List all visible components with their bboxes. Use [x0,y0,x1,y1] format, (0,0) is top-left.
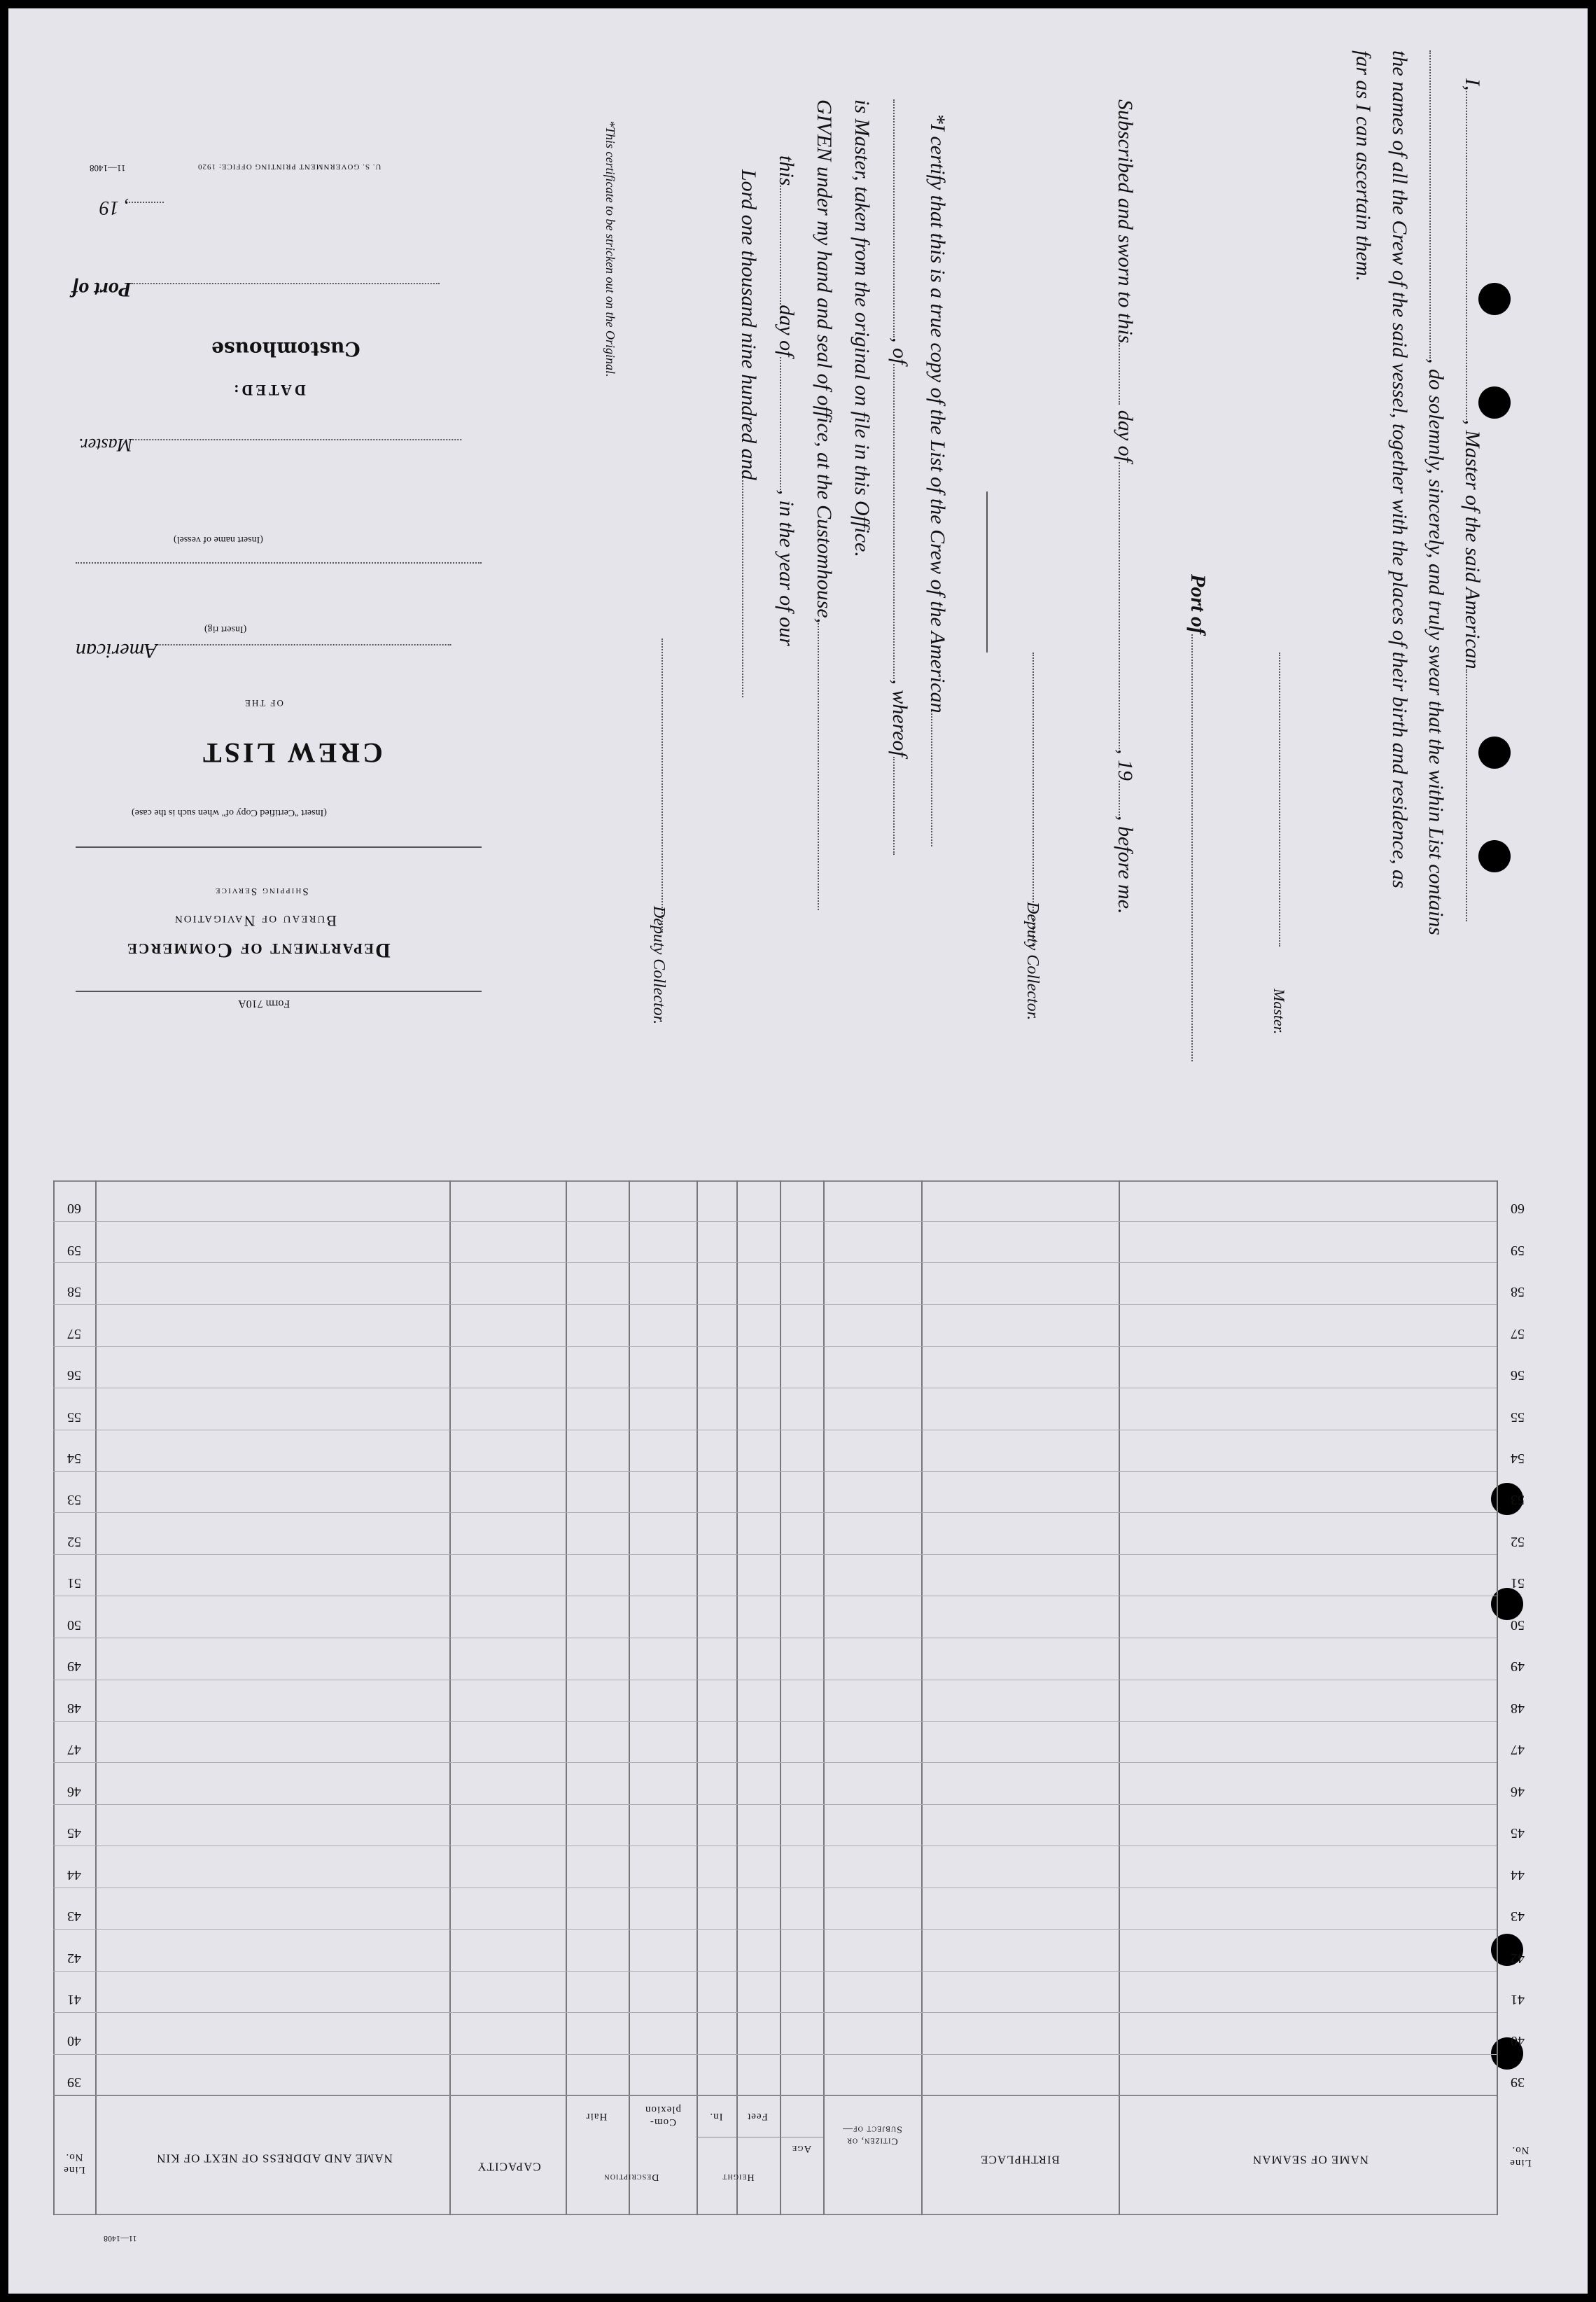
col-line [629,1180,630,2215]
line-number-right: 42 [1511,1951,1525,1966]
punch-hole [1491,1588,1523,1620]
oath-line-3: the names of all the Crew of the said vessel, together with the places of their birth and residence, as [1388,50,1411,888]
line-number-right: 40 [1511,2033,1525,2049]
line-number-left: 54 [67,1451,81,1466]
line-number-left: 56 [67,1367,81,1383]
form-code: 11—1408 [90,163,126,174]
line-number-left: 55 [67,1409,81,1425]
header-inches: In. [709,2111,723,2122]
subscribed-line: Subscribed and sworn to this day of, 19, before me. [1114,99,1137,914]
line-number-right: 50 [1511,1617,1525,1633]
line-number-right: 51 [1511,1575,1525,1591]
header-feet: Feet [747,2111,768,2122]
table-form-code: 11—1408 [104,2234,137,2244]
row-rule [53,2012,1497,2013]
line-number-right: 47 [1511,1742,1525,1757]
line-number-right: 57 [1511,1326,1525,1341]
cover-port-of: Port of [71,277,440,301]
line-number-right: 48 [1511,1701,1525,1716]
line-number-left: 44 [67,1867,81,1883]
header-name-of-seaman: NAME OF SEAMAN [1252,2153,1369,2167]
row-rule [53,1554,1497,1555]
line-number-right: 46 [1511,1784,1525,1799]
header-complexion: Com- plexion [645,2104,681,2128]
header-line-no-left: Line No. [63,2151,85,2175]
col-line [780,1180,781,2215]
oath-line-2: , do solemnly, sincerely, and truly swear that the within List contains [1424,50,1448,935]
line-number-left: 57 [67,1326,81,1341]
department-of-commerce: Department of Commerce [126,939,391,962]
col-line [566,1180,567,2215]
line-number-left: 43 [67,1909,81,1924]
deputy-collector-1: Deputy Collector. [1023,902,1042,1021]
header-next-of-kin: NAME AND ADDRESS OF NEXT OF KIN [156,2151,393,2165]
oath-line-4: far as I can ascertain them. [1352,50,1375,281]
line-number-right: 54 [1511,1451,1525,1466]
certify-line-4: GIVEN under my hand and seal of office, at the Customhouse, [812,99,836,910]
row-rule [53,1221,1497,1222]
certified-copy-line [76,843,482,856]
row-rule [53,1804,1497,1805]
line-number-right: 53 [1511,1492,1525,1507]
certify-line-1: *I certify that this is a true copy of the List of the Crew of the American [925,113,949,846]
header-description: Description [603,2171,659,2182]
line-number-left: 47 [67,1742,81,1757]
certify-line-5: thisday of, in the year of our [775,155,798,646]
certificate-footnote: *This certificate to be stricken out on the Original. [603,120,617,377]
header-age: Age [791,2143,812,2154]
row-rule [53,2095,1497,2096]
line-number-right: 55 [1511,1409,1525,1425]
row-rule [53,1471,1497,1472]
crew-list-title: CREW LIST [200,737,383,769]
table-top-edge [53,1180,1497,1182]
certify-line-6: Lord one thousand nine hundred and [736,169,760,697]
col-line [823,1180,825,2215]
header-citizen: Citizen, or Subject of— [842,2123,902,2147]
cover-master: Master. [78,434,461,455]
deputy-collector-2: Deputy Collector. [650,906,668,1025]
master-signature-line [1275,653,1288,947]
master-label: Master. [1270,989,1288,1035]
line-number-right: 44 [1511,1867,1525,1883]
cover-date: , 19 [99,196,164,218]
document-sheet [8,8,1588,2294]
cover-dated: DATED: [231,382,306,399]
line-number-left: 49 [67,1659,81,1674]
line-number-left: 48 [67,1701,81,1716]
row-rule [53,2054,1497,2055]
line-number-right: 56 [1511,1367,1525,1383]
col-line [736,1180,738,2215]
row-rule [53,1512,1497,1513]
col-line [696,1180,698,2215]
line-number-left: 51 [67,1575,81,1591]
insert-certified-copy: (Insert "Certified Copy of" when such is the case) [132,807,327,818]
line-number-right: 52 [1511,1534,1525,1549]
line-number-left: 53 [67,1492,81,1507]
col-line [53,1180,55,2215]
row-rule [53,1304,1497,1305]
printing-office-imprint: U. S. GOVERNMENT PRINTING OFFICE: 1920 [197,162,382,171]
deputy-collector-2-line [658,639,671,933]
row-rule [53,1762,1497,1763]
line-number-left: 45 [67,1825,81,1841]
row-rule [53,1262,1497,1263]
vessel-name-line [76,559,482,571]
row-rule [53,1971,1497,1972]
line-number-right: 59 [1511,1243,1525,1258]
line-number-left: 59 [67,1243,81,1258]
line-number-left: 46 [67,1784,81,1799]
header-capacity: CAPACITY [477,2160,541,2174]
col-line [921,1180,923,2215]
line-number-right: 43 [1511,1909,1525,1924]
col-line [1119,1180,1120,2215]
header-hair: Hair [585,2111,608,2122]
insert-vessel-name: (Insert name of vessel) [174,534,263,545]
cover-american: American [76,639,451,662]
oath-line-1: I,, Master of the said American [1460,78,1484,921]
shipping-service: Shipping Service [214,886,309,897]
form-number: Form 710A [238,998,290,1010]
line-number-right: 60 [1511,1201,1525,1216]
insert-rig: (Insert rig) [204,624,247,634]
certify-line-2: , of, whereof [888,99,911,855]
table-bottom-edge [53,2214,1497,2215]
separator-bar [983,491,995,653]
cover-of-the: OF THE [244,698,284,709]
line-number-right: 39 [1511,2074,1525,2090]
row-rule [53,1346,1497,1347]
line-number-left: 50 [67,1617,81,1633]
header-height: Height [722,2171,755,2182]
col-line [1497,1180,1498,2215]
line-number-left: 58 [67,1284,81,1299]
bureau-of-navigation: Bureau of Navigation [174,912,337,930]
header-line-no-right: Line No. [1509,2144,1532,2168]
certify-line-3: is Master, taken from the original on file in this Office. [850,99,874,557]
row-rule [53,1721,1497,1722]
line-number-left: 42 [67,1951,81,1966]
line-number-left: 41 [67,1992,81,2007]
line-number-right: 58 [1511,1284,1525,1299]
row-rule [53,1929,1497,1930]
line-number-right: 45 [1511,1825,1525,1841]
line-number-left: 39 [67,2074,81,2090]
header-birthplace: BIRTHPLACE [980,2153,1060,2167]
line-number-left: 40 [67,2033,81,2049]
col-line [449,1180,451,2215]
port-heading: Port of [1186,574,1210,1061]
col-line [95,1180,97,2215]
line-number-left: 60 [67,1201,81,1216]
line-number-right: 49 [1511,1659,1525,1674]
line-number-left: 52 [67,1534,81,1549]
cover-customhouse: Customhouse [211,337,360,361]
line-number-right: 41 [1511,1992,1525,2007]
